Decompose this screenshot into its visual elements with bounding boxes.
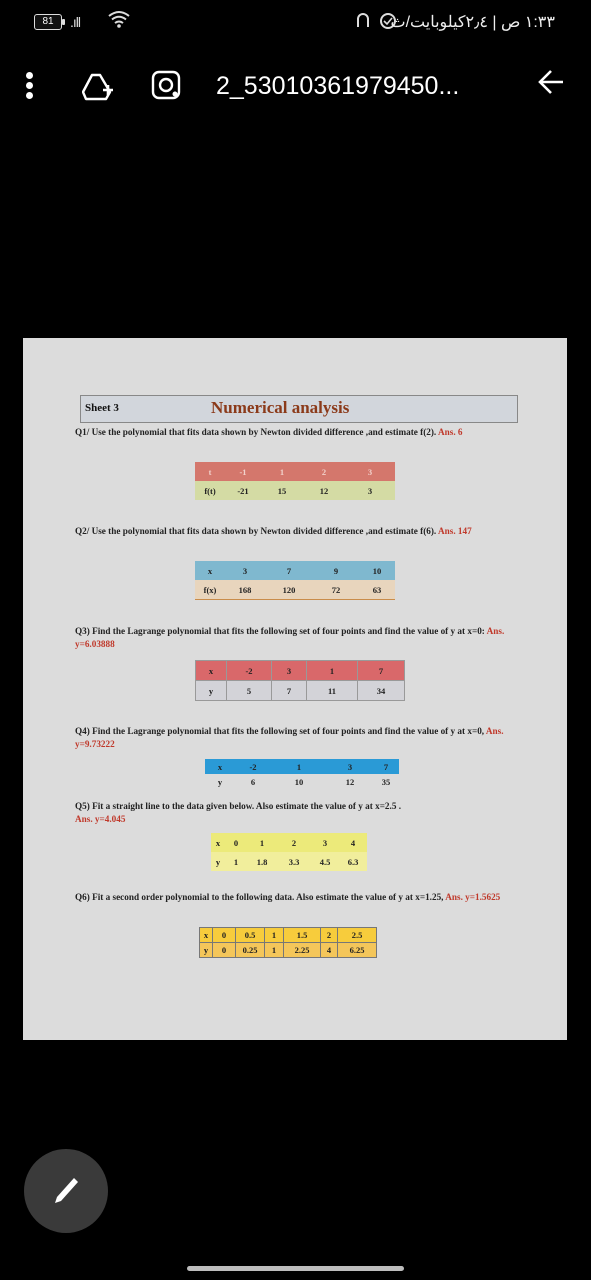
table-cell: 2 [291,837,297,848]
lens-icon[interactable] [150,70,184,100]
table-cell: 3 [322,837,328,848]
table-cell: 1 [265,943,284,958]
table-row [205,774,399,789]
pencil-edit-icon [52,1175,80,1207]
question-6: Q6) Fit a second order polynomial to the following data. Also estimate the value of y at x=1.25, Ans. y=1.5625 [75,892,501,902]
table-cell: x [207,565,213,576]
table-row [205,759,399,774]
table-cell: 35 [381,776,391,787]
table-cell: 1 [307,661,358,681]
viewer-toolbar [0,60,591,112]
table-row [195,580,395,600]
answer-1: Ans. 6 [438,427,463,437]
table-q2 [195,561,395,600]
signal-icon: .ıll [70,14,80,30]
table-row [196,661,405,681]
question-4: Q4) Find the Lagrange polynomial that fits the following set of four points and find the value of y at x=0, Ans. y=9.73222 [75,726,504,749]
table-cell: 1 [259,837,265,848]
table-cell: x [200,928,213,943]
table-row [196,681,405,701]
question-3: Q3) Find the Lagrange polynomial that fits the following set of four points and find the value of y at x=0: Ans. y=6.03888 [75,626,505,649]
more-vert-icon[interactable] [26,70,36,102]
table-cell: 0.5 [236,928,265,943]
table-cell: 1 [279,466,285,477]
table-cell: 4 [350,837,356,848]
table-cell: 2 [321,466,327,477]
table-cell: 4 [321,943,338,958]
table-cell: 3 [347,761,353,772]
table-cell: 7 [286,565,292,576]
table-cell: -2 [227,661,272,681]
table-cell: 2.5 [338,928,377,943]
status-bar [0,0,591,46]
table-cell: 3 [242,565,248,576]
wifi-icon [108,10,130,33]
table-row [200,928,377,943]
table-cell: 1 [296,761,302,772]
table-cell: x [215,837,221,848]
table-q3 [195,660,405,701]
table-cell: 63 [372,584,382,595]
table-cell: 1 [233,856,239,867]
table-cell: t [208,466,212,477]
table-cell: 2 [321,928,338,943]
table-cell: 7 [272,681,307,701]
table-cell: 3.3 [288,856,300,867]
table-cell: 7 [383,761,389,772]
table-cell: 10 [372,565,382,576]
table-cell: 72 [331,584,341,595]
table-cell: 1 [265,928,284,943]
table-cell: 12 [345,776,355,787]
table-cell: x [217,761,223,772]
battery-level: 81 [42,16,54,27]
table-cell: 0 [213,943,236,958]
sheet-header [80,395,518,423]
battery-icon [34,14,62,30]
table-cell: 168 [238,584,252,595]
gesture-nav-bar[interactable] [187,1266,404,1271]
table-row [195,462,395,481]
table-cell: 0 [233,837,239,848]
edit-button[interactable] [24,1149,108,1233]
question-1: Q1/ Use the polynomial that fits data shown by Newton divided difference ,and estimate f(2). Ans. 6 [75,427,463,437]
table-cell: y [217,776,223,787]
table-q4 [205,759,399,789]
answer-6: Ans. y=1.5625 [445,892,501,902]
table-row [211,852,367,871]
table-cell: -1 [239,466,247,477]
table-cell: 3 [367,485,373,496]
table-cell: y [200,943,213,958]
table-row [195,561,395,580]
table-cell: 5 [227,681,272,701]
table-row [211,833,367,852]
table-cell: 120 [282,584,296,595]
table-cell: 6.3 [347,856,359,867]
table-cell: f(x) [203,584,217,595]
table-cell: f(t) [204,485,216,496]
table-cell: 6.25 [338,943,377,958]
table-cell: y [215,856,221,867]
table-cell: 34 [358,681,405,701]
table-q6 [199,927,377,958]
sheet-label: Sheet 3 [85,402,119,414]
table-cell: 0 [213,928,236,943]
table-cell: 0.25 [236,943,265,958]
back-arrow-icon[interactable] [537,68,565,104]
table-cell: 1.8 [256,856,268,867]
table-cell: 9 [333,565,339,576]
table-cell: 10 [294,776,304,787]
table-cell: 12 [319,485,329,496]
answer-4: Ans. y=9.73222 [75,726,504,749]
table-row [200,943,377,958]
answer-2: Ans. 147 [438,526,472,536]
answer-3: Ans. y=6.03888 [75,626,505,649]
table-cell: 11 [307,681,358,701]
table-cell: 4.5 [319,856,331,867]
doc-title: Numerical analysis [211,398,350,417]
question-5: Q5) Fit a straight line to the data given below. Also estimate the value of y at x=2.5 . Ans. y=4.045 [75,801,402,824]
table-cell: 6 [250,776,256,787]
table-cell: 2.25 [284,943,321,958]
table-cell: 3 [272,661,307,681]
table-cell: 15 [277,485,287,496]
table-q5 [211,833,367,871]
table-cell: -2 [249,761,257,772]
table-cell: 3 [367,466,373,477]
answer-5: Ans. y=4.045 [75,814,126,824]
table-cell: -21 [237,485,249,496]
question-2: Q2/ Use the polynomial that fits data shown by Newton divided difference ,and estimate f(6). Ans. 147 [75,526,472,536]
table-cell: y [196,681,227,701]
table-cell: x [196,661,227,681]
table-cell: 1.5 [284,928,321,943]
table-q1 [195,462,395,500]
drive-add-icon[interactable] [82,72,112,100]
document-image [23,338,567,1040]
table-row [195,481,395,500]
table-cell: 7 [358,661,405,681]
status-time: ١:٣٣ ص | ٢٫٤كيلوبايت/ث [390,14,555,31]
file-title: 2_53010361979450... [216,72,460,100]
